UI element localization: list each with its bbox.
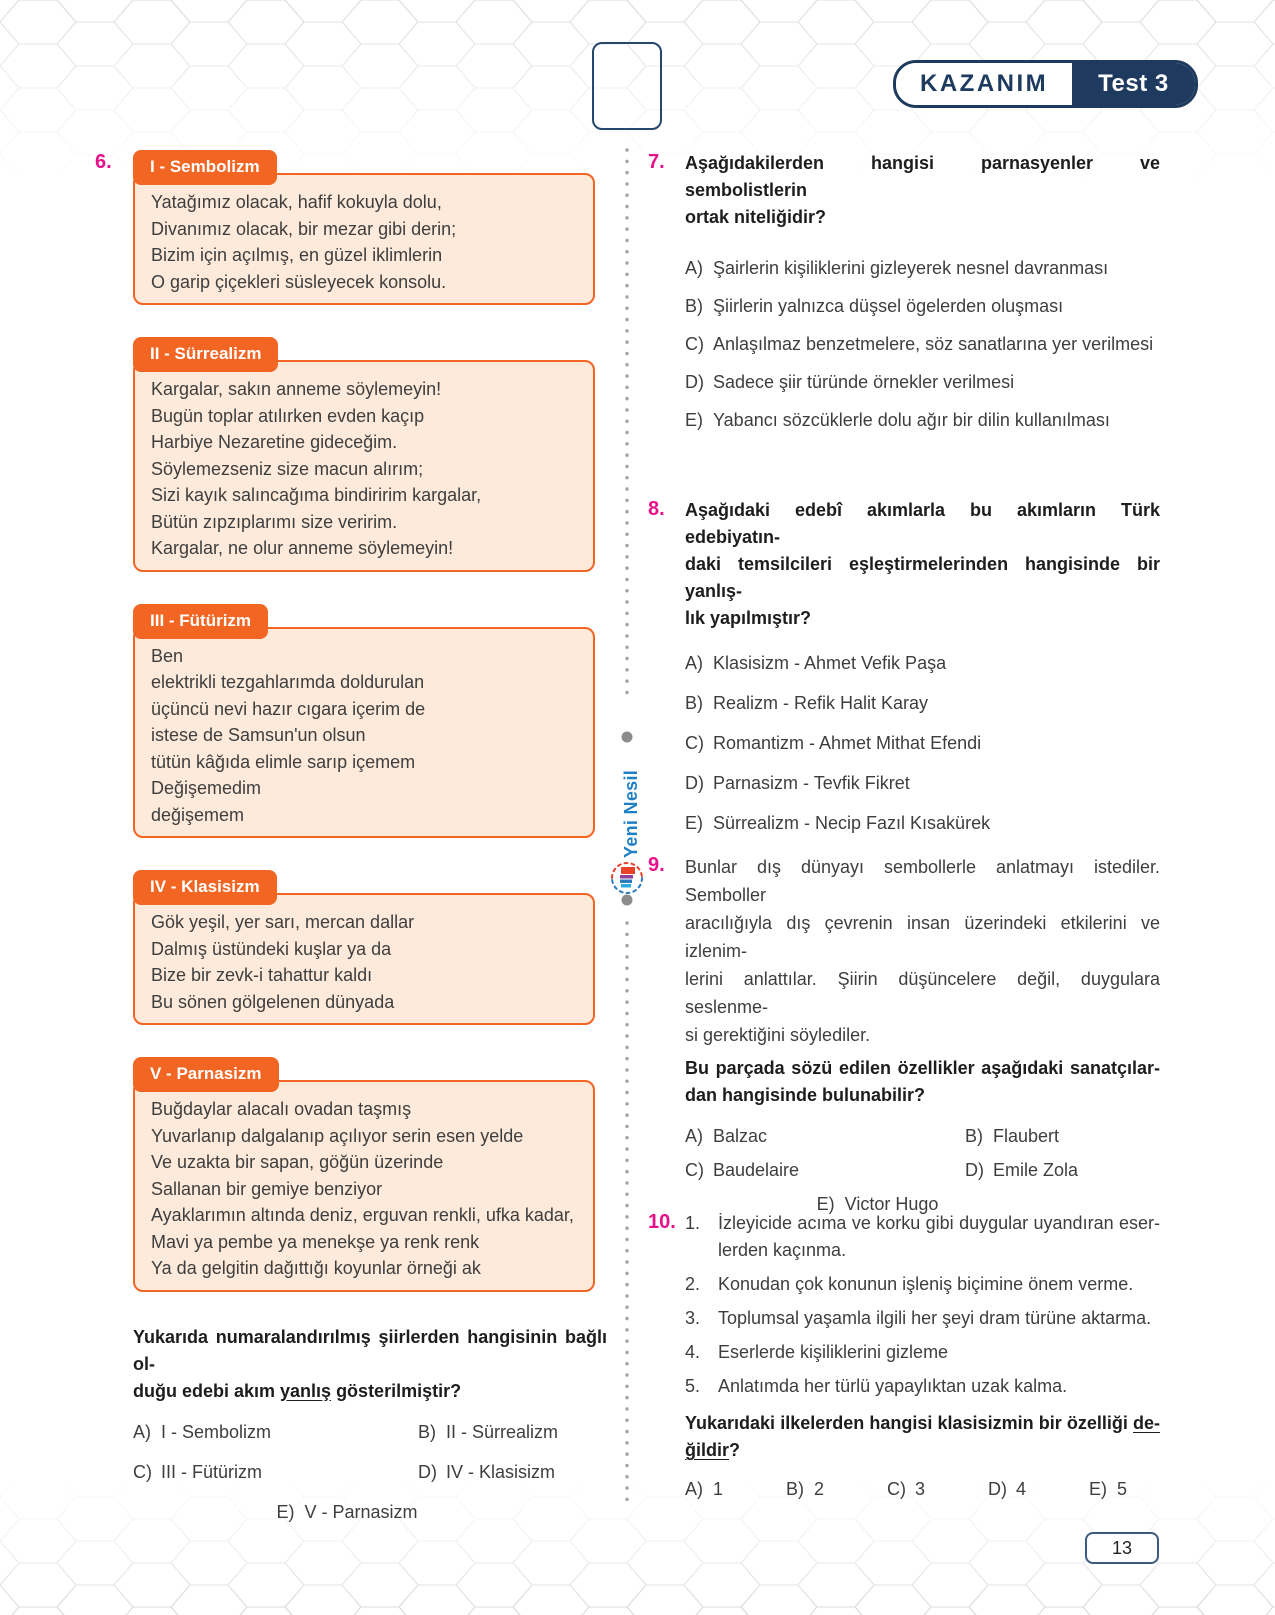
poem-line: Divanımız olacak, bir mezar gibi derin; [151, 218, 457, 239]
question-9-paragraph: Bunlar dış dünyayı sembollerle anlatmayı istediler. Semboller aracılığıyla dış çevrenin insan üzerindeki etkilerini ve izlenim- lerini anlattılar. Şiirin düşüncelere değil, duygulara seslenme- si gerektiğini söylediler. [685, 857, 1160, 1045]
poem-line: Kargalar, ne olur anneme söylemeyin! [151, 538, 454, 558]
poem-line: Sizi kayık salıncağıma bindiririm kargalar, [151, 485, 482, 505]
question-10-items [685, 1210, 1160, 1400]
poem-line: istese de Samsun'un olsun [151, 725, 366, 745]
poem-line: Kargalar, sakın anneme söylemeyin! [151, 379, 442, 399]
poem-line: üçüncü nevi hazır cıgara içerim de [151, 698, 426, 719]
poem-line: Değişemedim [151, 778, 262, 798]
poem-line: Ayaklarımın altında deniz, erguvan renkli, ufka kadar, [151, 1205, 574, 1225]
option-B: B) Flaubert [965, 1126, 1060, 1146]
underlined-word: de- [1133, 1413, 1160, 1433]
option-D: D) IV - Klasisizm [418, 1461, 556, 1482]
poem-line: Bütün zıpzıplarımı size veririm. [151, 511, 398, 532]
poem-line: Yatağımız olacak, hafif kokuyla dolu, [151, 192, 442, 212]
list-item-1: 1. İzleyicide acıma ve korku gibi duygular uyandıran eser- lerden kaçınma. [685, 1213, 1160, 1260]
page-number-badge [1085, 1532, 1159, 1564]
option-D: D) 4 [987, 1479, 1026, 1499]
poem-line: Dalmış üstündeki kuşlar ya da [151, 938, 392, 959]
option-A: A) 1 [685, 1479, 724, 1499]
question-9-stem: Bu parçada sözü edilen özellikler aşağıdaki sanatçılar- dan hangisinde bulunabilir? [685, 1058, 1160, 1105]
underlined-word: yanlış [280, 1380, 332, 1401]
option-B: B) Şiirlerin yalnızca düşsel ögelerden oluşması [685, 296, 1064, 316]
option-A: A) Şairlerin kişiliklerini gizleyerek nesnel davranması [685, 258, 1109, 278]
poem-line: Harbiye Nezaretine gideceğim. [151, 432, 398, 452]
question-6-stem: Yukarıda numaralandırılmış şiirlerden hangisinin bağlı ol- duğu edebi akım yanlış gösterilmiştir? [133, 1326, 607, 1401]
question-6 [95, 150, 607, 1525]
list-item-3: 3. Toplumsal yaşamla ilgili her şeyi dram türüne aktarma. [685, 1308, 1152, 1328]
question-7 [648, 150, 1160, 445]
poem-box-futurizm [133, 627, 595, 839]
underlined-word: ğildir [685, 1440, 729, 1460]
option-E: E) V - Parnasizm [276, 1501, 418, 1522]
poem-line: Bugün toplar atılırken evden kaçıp [151, 405, 425, 426]
option-B: B) Realizm - Refik Halit Karay [685, 693, 929, 713]
question-10 [648, 1210, 1160, 1502]
poem-line: Bize bir zevk-i tahattur kaldı [151, 965, 373, 985]
option-E: E) Sürrealizm - Necip Fazıl Kısakürek [685, 813, 991, 833]
option-D: D) Emile Zola [965, 1160, 1079, 1180]
option-E: E) Victor Hugo [816, 1194, 939, 1214]
poem-line: elektrikli tezgahlarımda doldurulan [151, 672, 425, 692]
poem-line: Ben [151, 645, 184, 666]
question-8-stem: Aşağıdaki edebî akımlarla bu akımların Türk edebiyatın- daki temsilcileri eşleştirmelerinden hangisinde bir yanlış- lık yapılmıştır? [685, 500, 1160, 628]
list-item-4: 4. Eserlerde kişiliklerini gizleme [685, 1342, 949, 1362]
poem-line: Bizim için açılmış, en güzel iklimlerin [151, 245, 443, 265]
poem-line: Ya da gelgitin dağıttığı koyunlar örneği ak [151, 1258, 481, 1278]
option-C: C) Romantizm - Ahmet Mithat Efendi [685, 733, 982, 753]
poem-line: Gök yeşil, yer sarı, mercan dallar [151, 912, 415, 932]
option-E: E) 5 [1088, 1479, 1127, 1499]
poem-box-parnasizm [133, 1080, 595, 1292]
question-10-stem: Yukarıdaki ilkelerden hangisi klasisizmin bir özelliği de- ğildir? [685, 1413, 1160, 1460]
question-6-number: 6. [95, 151, 112, 173]
test-number-box [1072, 63, 1195, 105]
poem-box-surrealizm [133, 360, 595, 572]
option-A: A) Balzac [685, 1126, 768, 1146]
poem-line: Yuvarlanıp dalgalanıp açılıyor serin esen yelde [151, 1125, 524, 1146]
question-9-options [685, 1123, 1160, 1183]
option-C: C) 3 [886, 1479, 925, 1499]
kazanim-label: KAZANIM [920, 70, 1049, 97]
poem-line: O garip çiçekleri süsleyecek konsolu. [151, 271, 447, 292]
question-10-number: 10. [648, 1211, 676, 1233]
test-number-label: Test 3 [1098, 70, 1169, 97]
question-9 [648, 853, 1160, 1217]
poem-line: değişemem [151, 804, 245, 825]
question-8-options [685, 650, 1160, 836]
question-8 [648, 497, 1160, 850]
poem-line: Ve uzakta bir sapan, göğün üzerinde [151, 1152, 444, 1172]
poem-box-sembolizm [133, 173, 595, 305]
question-10-options [685, 1476, 1127, 1502]
empty-answer-square [592, 42, 662, 130]
publisher-logo-icon [609, 860, 645, 896]
option-D: D) Parnasizm - Tevfik Fikret [685, 773, 910, 793]
poem-tab-surrealizm: II - Sürrealizm [133, 337, 278, 372]
question-7-stem: Aşağıdakilerden hangisi parnasyenler ve sembolistlerin ortak niteliğidir? [685, 153, 1160, 227]
option-B: B) II - Sürrealizm [418, 1421, 559, 1442]
test-header-badge [893, 60, 1198, 108]
option-D: D) Sadece şiir türünde örnekler verilmesi [685, 372, 1015, 392]
poem-line: Mavi ya pembe ya menekşe ya renk renk [151, 1231, 480, 1252]
list-item-5: 5. Anlatımda her türlü yapaylıktan uzak kalma. [685, 1376, 1068, 1396]
poem-line: Bu sönen gölgelenen dünyada [151, 991, 395, 1012]
publisher-logo-text: Yeni Nesil [621, 769, 641, 858]
poem-tab-futurizm: III - Fütürizm [133, 604, 268, 639]
question-8-number: 8. [648, 498, 665, 520]
option-A: A) I - Sembolizm [133, 1421, 272, 1442]
poem-line: tütün kâğıda elimle sarıp içemem [151, 751, 416, 772]
poem-box-klasisizm [133, 893, 595, 1025]
poem-line: Sallanan bir gemiye benziyor [151, 1178, 383, 1199]
question-7-options [685, 255, 1160, 433]
option-A: A) Klasisizm - Ahmet Vefik Paşa [685, 653, 947, 673]
poem-line: Buğdaylar alacalı ovadan taşmış [151, 1099, 412, 1119]
option-B: B) 2 [785, 1479, 824, 1499]
option-E: E) Yabancı sözcüklerle dolu ağır bir dilin kullanılması [685, 410, 1110, 430]
poem-line: Söylemezseniz size macun alırım; [151, 458, 424, 479]
poem-tab-parnasizm: V - Parnasizm [133, 1057, 279, 1092]
page-number: 13 [1111, 1537, 1133, 1558]
poem-tab-sembolizm: I - Sembolizm [133, 150, 277, 185]
kazanim-label-box [896, 63, 1072, 105]
option-C: C) Anlaşılmaz benzetmelere, söz sanatlarına yer verilmesi [685, 334, 1154, 354]
option-C: C) III - Fütürizm [133, 1461, 263, 1482]
question-7-number: 7. [648, 151, 665, 173]
list-item-2: 2. Konudan çok konunun işleniş biçimine önem verme. [685, 1274, 1134, 1294]
question-9-number: 9. [648, 854, 665, 876]
option-C: C) Baudelaire [685, 1160, 800, 1180]
question-6-options [133, 1419, 607, 1485]
poem-tab-klasisizm: IV - Klasisizm [133, 870, 277, 905]
poem-boxes [133, 150, 607, 1525]
